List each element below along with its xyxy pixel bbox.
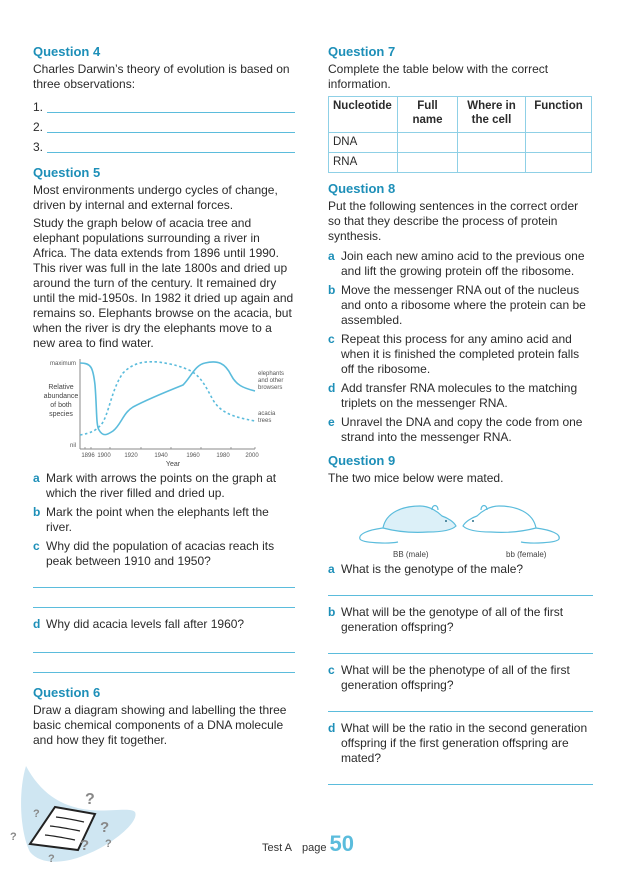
q8-item-e: e Unravel the DNA and copy the code from one strand into the messenger RNA. (328, 415, 583, 444)
y-min-label: nil (69, 443, 76, 449)
cell-dna-function[interactable] (526, 133, 592, 153)
x-tick-1980: 1980 (216, 453, 230, 459)
answer-line-1[interactable]: 1. (33, 95, 295, 115)
nucleotide-table (328, 96, 592, 173)
graph-svg (33, 355, 295, 467)
col-full-name: Full name (398, 97, 458, 133)
x-tick-1960: 1960 (186, 453, 200, 459)
y-axis-label-1: Relative (48, 384, 74, 391)
left-column (33, 44, 295, 751)
svg-text:?: ? (33, 808, 40, 820)
question-8-text: Put the following sentences in the correct order so that they describe the process of protein synthesis. (328, 199, 579, 243)
cell-rna: RNA (329, 153, 398, 173)
y-axis-label-4: species (49, 411, 73, 418)
female-mouse-icon (463, 506, 559, 544)
col-nucleotide: Nucleotide (329, 97, 398, 133)
svg-text:?: ? (105, 838, 112, 850)
question-9 (328, 453, 593, 785)
y-axis-label-2: abundance (43, 393, 79, 400)
question-6-text: Draw a diagram showing and labelling the three basic chemical components of a DNA molecule and how they fit together. (33, 703, 287, 747)
question-9-text: The two mice below were mated. (328, 471, 504, 485)
question-7 (328, 44, 593, 173)
table-row (329, 153, 592, 173)
page-number: 50 (329, 831, 354, 856)
question-5-intro: Most environments undergo cycles of change, driven by internal and external forces. (33, 183, 278, 212)
question-8 (328, 181, 593, 445)
question-7-text: Complete the table below with the correct information. (328, 62, 549, 91)
legend-acacia-1: acacia (258, 411, 276, 417)
cell-dna-where[interactable] (458, 133, 526, 153)
cell-rna-full-name[interactable] (398, 153, 458, 173)
svg-text:?: ? (85, 791, 95, 808)
q9-item-b: b What will be the genotype of all of the first generation offspring? (328, 605, 564, 634)
acacia-line (80, 362, 255, 435)
table-row (329, 133, 592, 153)
answer-line-2[interactable]: 2. (33, 115, 295, 135)
q9-item-a: a What is the genotype of the male? (328, 562, 524, 576)
cell-dna: DNA (329, 133, 398, 153)
x-tick-1896: 1896 (81, 453, 95, 459)
male-mouse-icon (360, 506, 456, 544)
table-header-row (329, 97, 592, 133)
elephants-line (80, 362, 255, 435)
x-tick-1920: 1920 (124, 453, 138, 459)
x-tick-1900: 1900 (97, 453, 111, 459)
question-8-heading: Question 8 (328, 181, 396, 196)
legend-elephants-2: and other (258, 378, 284, 384)
male-label: BB (male) (393, 550, 429, 559)
q8-item-d: d Add transfer RNA molecules to the matching triplets on the messenger RNA. (328, 381, 578, 410)
x-tick-2000: 2000 (245, 453, 259, 459)
q5-item-a: a Mark with arrows the points on the graph at which the river filled and dried up. (33, 471, 277, 500)
x-tick-1940: 1940 (154, 453, 168, 459)
q8-item-b: b Move the messenger RNA out of the nucleus and onto a ribosome where the protein can be assembled. (328, 283, 586, 327)
question-4 (33, 44, 295, 155)
cell-rna-where[interactable] (458, 153, 526, 173)
question-6-heading: Question 6 (33, 685, 101, 700)
cell-rna-function[interactable] (526, 153, 592, 173)
question-9-heading: Question 9 (328, 453, 396, 468)
svg-text:?: ? (100, 819, 110, 836)
q9d-answer-line[interactable] (328, 784, 593, 785)
population-graph (33, 355, 295, 467)
question-5 (33, 165, 295, 673)
svg-text:?: ? (80, 837, 90, 854)
q5-item-c: c Why did the population of acacias reach its peak between 1910 and 1950? (33, 539, 275, 568)
col-where-in-cell: Where in the cell (458, 97, 526, 133)
question-paper-illustration (0, 752, 180, 883)
legend-acacia-2: trees (258, 418, 272, 424)
mice-illustration (328, 492, 593, 560)
page-footer (262, 831, 354, 856)
q9-item-d: d What will be the ratio in the second generation offspring if the first generation offspring are mated? (328, 721, 588, 765)
y-max-label: maximum (49, 361, 76, 367)
legend-elephants-3: browsers (258, 385, 283, 391)
q8-item-a: a Join each new amino acid to the previous one and lift the growing protein off the ribosome. (328, 249, 585, 278)
female-label: bb (female) (506, 550, 547, 559)
y-axis-label-3: of both (50, 402, 72, 409)
test-label: Test A (262, 842, 292, 854)
q5-item-d: d Why did acacia levels fall after 1960? (33, 617, 245, 631)
page-word: page (301, 842, 327, 854)
legend-elephants-1: elephants (258, 371, 285, 377)
q5-item-b: b Mark the point when the elephants left the river. (33, 505, 269, 534)
col-function: Function (526, 97, 592, 133)
q5d-answer-line-2[interactable] (33, 672, 295, 673)
right-column (328, 44, 593, 785)
question-5-text: Study the graph below of acacia tree and elephant populations surrounding a river in Africa. The data extends from 1896 until 1990. This river was full in the late 1800s and dried up around the turn of the century. It remained dry until the mid-1950s. In 1982 it dried up again and remains so. Elephants browse on the acacia, but when the river is dry the elephants move to a new area to find water. (33, 216, 294, 350)
q9-item-c: c What will be the phenotype of all of the first generation offspring? (328, 663, 570, 692)
question-5-heading: Question 5 (33, 165, 101, 180)
q8-item-c: c Repeat this process for any amino acid and when it is finished the completed protein falls off the ribosome. (328, 332, 580, 376)
question-6 (33, 685, 295, 748)
question-4-text: Charles Darwin’s theory of evolution is based on three observations: (33, 62, 290, 91)
svg-text:?: ? (48, 853, 55, 865)
mice-svg (328, 492, 593, 548)
answer-line-3[interactable]: 3. (33, 135, 295, 155)
x-axis-label: Year (165, 461, 181, 467)
svg-text:?: ? (10, 831, 17, 843)
cell-dna-full-name[interactable] (398, 133, 458, 153)
question-4-heading: Question 4 (33, 44, 101, 59)
question-7-heading: Question 7 (328, 44, 396, 59)
